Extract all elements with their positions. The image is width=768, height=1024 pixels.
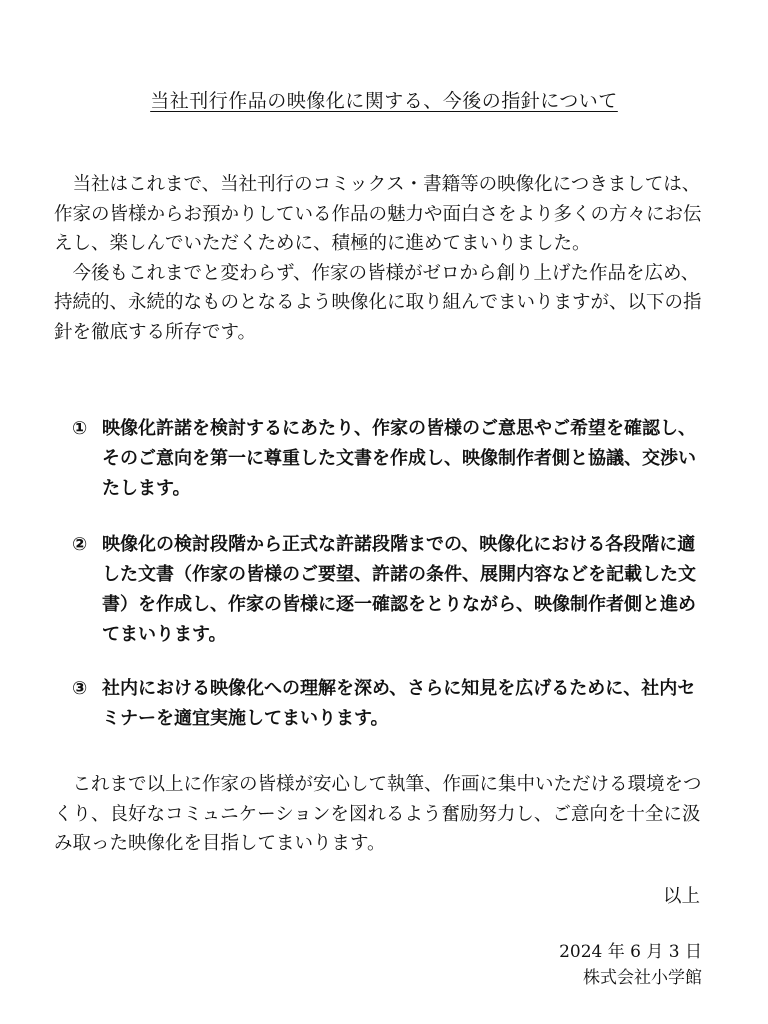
policy-point-2 [72,530,712,650]
point-text: 社内における映像化への理解を深め、さらに知見を広げるために、社内セミナーを適宜実施してまいります。 [102,678,696,729]
point-number: ③ [72,678,88,699]
intro-paragraph: 当社はこれまで、当社刊行のコミックス・書籍等の映像化につきましては、作家の皆様からお預かりしている作品の魅力や面白さをより多くの方々にお伝えし、楽しんでいただくために、積極的に進めてまいりました。 [54,174,702,254]
company-name: 株式会社小学館 [583,968,702,988]
policy-point-1 [72,414,712,504]
closing-paragraph: これまで以上に作家の皆様が安心して執筆、作画に集中いただける環境をつくり、良好なコミュニケーションを図れるよう奮励努力し、ご意向を十全に汲み取った映像化を目指してまいります。 [54,774,702,854]
document-date: 2024 年 6 月 3 日 [559,942,702,962]
point-number: ① [72,418,88,439]
point-number: ② [72,534,88,555]
point-text: 映像化の検討段階から正式な許諾段階までの、映像化における各段階に適した文書（作家の皆様のご要望、許諾の条件、展開内容などを記載した文書）を作成し、作家の皆様に逐一確認をとりながら、映像制作者側と進めてまいります。 [102,534,696,645]
policy-point-3 [72,674,712,734]
intro-section [54,170,714,347]
intro-paragraph: 今後もこれまでと変わらず、作家の皆様がゼロから創り上げた作品を広め、持続的、永続的なものとなるよう映像化に取り組んでまいりますが、以下の指針を徹底する所存です。 [54,262,702,343]
document-title: 当社刊行作品の映像化に関する、今後の指針について [150,90,618,112]
point-text: 映像化許諾を検討するにあたり、作家の皆様のご意思やご希望を確認し、そのご意向を第一に尊重した文書を作成し、映像制作者側と協議、交渉いたします。 [102,418,696,499]
end-mark: 以上 [662,886,700,907]
